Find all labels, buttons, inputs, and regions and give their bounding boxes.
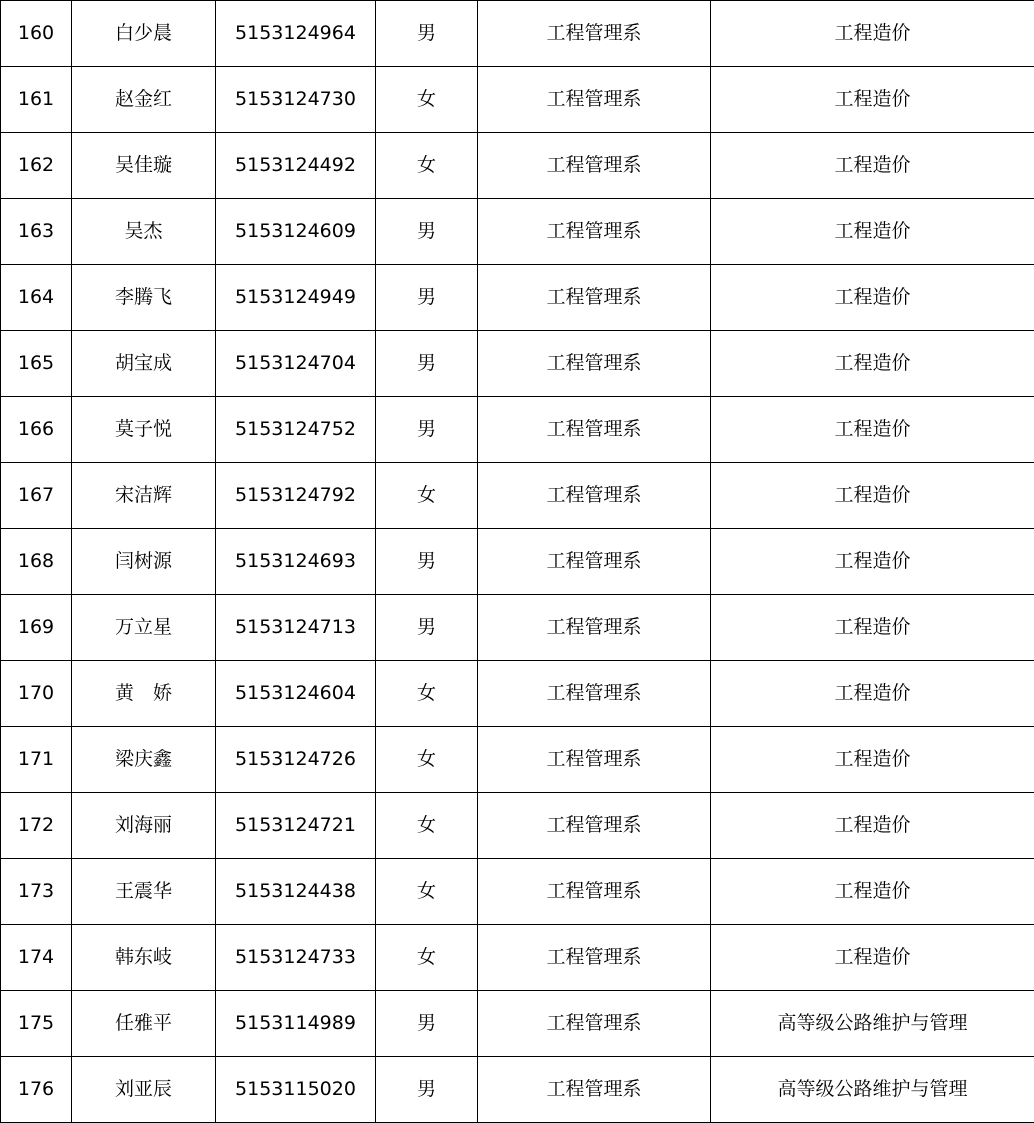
table-row bbox=[1, 925, 1034, 991]
table-row bbox=[1, 397, 1034, 463]
major-cell: 工程造价 bbox=[711, 727, 1034, 793]
student-id-cell: 5153124438 bbox=[216, 859, 376, 925]
student-id-cell: 5153124726 bbox=[216, 727, 376, 793]
gender-cell: 女 bbox=[376, 661, 478, 727]
roster-body bbox=[1, 1, 1034, 1123]
row-number-cell: 162 bbox=[1, 133, 72, 199]
gender-cell: 男 bbox=[376, 1057, 478, 1123]
student-id-cell: 5153124730 bbox=[216, 67, 376, 133]
major-cell: 工程造价 bbox=[711, 67, 1034, 133]
gender-cell: 女 bbox=[376, 133, 478, 199]
department-cell: 工程管理系 bbox=[478, 463, 711, 529]
department-cell: 工程管理系 bbox=[478, 1, 711, 67]
gender-cell: 男 bbox=[376, 991, 478, 1057]
row-number-cell: 164 bbox=[1, 265, 72, 331]
row-number-cell: 172 bbox=[1, 793, 72, 859]
student-id-cell: 5153124792 bbox=[216, 463, 376, 529]
student-name-cell: 白少晨 bbox=[72, 1, 216, 67]
major-cell: 工程造价 bbox=[711, 331, 1034, 397]
gender-cell: 男 bbox=[376, 1, 478, 67]
student-id-cell: 5153124713 bbox=[216, 595, 376, 661]
row-number-cell: 160 bbox=[1, 1, 72, 67]
department-cell: 工程管理系 bbox=[478, 529, 711, 595]
gender-cell: 男 bbox=[376, 529, 478, 595]
table-row bbox=[1, 991, 1034, 1057]
department-cell: 工程管理系 bbox=[478, 991, 711, 1057]
row-number-cell: 161 bbox=[1, 67, 72, 133]
student-name-cell: 梁庆鑫 bbox=[72, 727, 216, 793]
gender-cell: 男 bbox=[376, 397, 478, 463]
student-id-cell: 5153124733 bbox=[216, 925, 376, 991]
table-row bbox=[1, 199, 1034, 265]
department-cell: 工程管理系 bbox=[478, 331, 711, 397]
student-id-cell: 5153124693 bbox=[216, 529, 376, 595]
student-id-cell: 5153124721 bbox=[216, 793, 376, 859]
department-cell: 工程管理系 bbox=[478, 859, 711, 925]
major-cell: 工程造价 bbox=[711, 265, 1034, 331]
department-cell: 工程管理系 bbox=[478, 661, 711, 727]
table-row bbox=[1, 67, 1034, 133]
department-cell: 工程管理系 bbox=[478, 133, 711, 199]
row-number-cell: 176 bbox=[1, 1057, 72, 1123]
student-name-cell: 莫子悦 bbox=[72, 397, 216, 463]
department-cell: 工程管理系 bbox=[478, 397, 711, 463]
department-cell: 工程管理系 bbox=[478, 199, 711, 265]
row-number-cell: 165 bbox=[1, 331, 72, 397]
major-cell: 工程造价 bbox=[711, 661, 1034, 727]
table-row bbox=[1, 529, 1034, 595]
table-row bbox=[1, 133, 1034, 199]
gender-cell: 男 bbox=[376, 265, 478, 331]
table-row bbox=[1, 265, 1034, 331]
department-cell: 工程管理系 bbox=[478, 67, 711, 133]
row-number-cell: 173 bbox=[1, 859, 72, 925]
major-cell: 工程造价 bbox=[711, 595, 1034, 661]
student-name-cell: 李腾飞 bbox=[72, 265, 216, 331]
gender-cell: 男 bbox=[376, 595, 478, 661]
major-cell: 工程造价 bbox=[711, 859, 1034, 925]
department-cell: 工程管理系 bbox=[478, 1057, 711, 1123]
student-name-cell: 吴杰 bbox=[72, 199, 216, 265]
major-cell: 工程造价 bbox=[711, 463, 1034, 529]
major-cell: 工程造价 bbox=[711, 925, 1034, 991]
student-name-cell: 韩东岐 bbox=[72, 925, 216, 991]
gender-cell: 女 bbox=[376, 793, 478, 859]
table-row bbox=[1, 1057, 1034, 1123]
student-id-cell: 5153124964 bbox=[216, 1, 376, 67]
student-id-cell: 5153124704 bbox=[216, 331, 376, 397]
department-cell: 工程管理系 bbox=[478, 265, 711, 331]
major-cell: 工程造价 bbox=[711, 199, 1034, 265]
major-cell: 工程造价 bbox=[711, 397, 1034, 463]
student-id-cell: 5153124609 bbox=[216, 199, 376, 265]
student-name-cell: 王震华 bbox=[72, 859, 216, 925]
row-number-cell: 163 bbox=[1, 199, 72, 265]
student-name-cell: 宋洁辉 bbox=[72, 463, 216, 529]
gender-cell: 女 bbox=[376, 727, 478, 793]
row-number-cell: 167 bbox=[1, 463, 72, 529]
student-id-cell: 5153124949 bbox=[216, 265, 376, 331]
gender-cell: 女 bbox=[376, 859, 478, 925]
table-row bbox=[1, 331, 1034, 397]
row-number-cell: 175 bbox=[1, 991, 72, 1057]
student-name-cell: 万立星 bbox=[72, 595, 216, 661]
row-number-cell: 169 bbox=[1, 595, 72, 661]
table-row bbox=[1, 463, 1034, 529]
department-cell: 工程管理系 bbox=[478, 727, 711, 793]
student-id-cell: 5153124752 bbox=[216, 397, 376, 463]
student-name-cell: 任雅平 bbox=[72, 991, 216, 1057]
department-cell: 工程管理系 bbox=[478, 793, 711, 859]
table-row bbox=[1, 595, 1034, 661]
gender-cell: 女 bbox=[376, 925, 478, 991]
student-name-cell: 刘亚辰 bbox=[72, 1057, 216, 1123]
table-row bbox=[1, 661, 1034, 727]
student-id-cell: 5153124492 bbox=[216, 133, 376, 199]
table-row bbox=[1, 727, 1034, 793]
gender-cell: 男 bbox=[376, 331, 478, 397]
row-number-cell: 174 bbox=[1, 925, 72, 991]
student-name-cell: 刘海丽 bbox=[72, 793, 216, 859]
row-number-cell: 168 bbox=[1, 529, 72, 595]
major-cell: 高等级公路维护与管理 bbox=[711, 991, 1034, 1057]
gender-cell: 女 bbox=[376, 67, 478, 133]
major-cell: 高等级公路维护与管理 bbox=[711, 1057, 1034, 1123]
table-row bbox=[1, 859, 1034, 925]
student-id-cell: 5153114989 bbox=[216, 991, 376, 1057]
table-row bbox=[1, 1, 1034, 67]
major-cell: 工程造价 bbox=[711, 793, 1034, 859]
student-name-cell: 胡宝成 bbox=[72, 331, 216, 397]
department-cell: 工程管理系 bbox=[478, 595, 711, 661]
row-number-cell: 170 bbox=[1, 661, 72, 727]
row-number-cell: 171 bbox=[1, 727, 72, 793]
major-cell: 工程造价 bbox=[711, 133, 1034, 199]
gender-cell: 女 bbox=[376, 463, 478, 529]
row-number-cell: 166 bbox=[1, 397, 72, 463]
student-name-cell: 赵金红 bbox=[72, 67, 216, 133]
student-id-cell: 5153124604 bbox=[216, 661, 376, 727]
gender-cell: 男 bbox=[376, 199, 478, 265]
department-cell: 工程管理系 bbox=[478, 925, 711, 991]
student-id-cell: 5153115020 bbox=[216, 1057, 376, 1123]
major-cell: 工程造价 bbox=[711, 529, 1034, 595]
student-name-cell: 闫树源 bbox=[72, 529, 216, 595]
table-row bbox=[1, 793, 1034, 859]
major-cell: 工程造价 bbox=[711, 1, 1034, 67]
student-name-cell: 黄 娇 bbox=[72, 661, 216, 727]
student-name-cell: 吴佳璇 bbox=[72, 133, 216, 199]
